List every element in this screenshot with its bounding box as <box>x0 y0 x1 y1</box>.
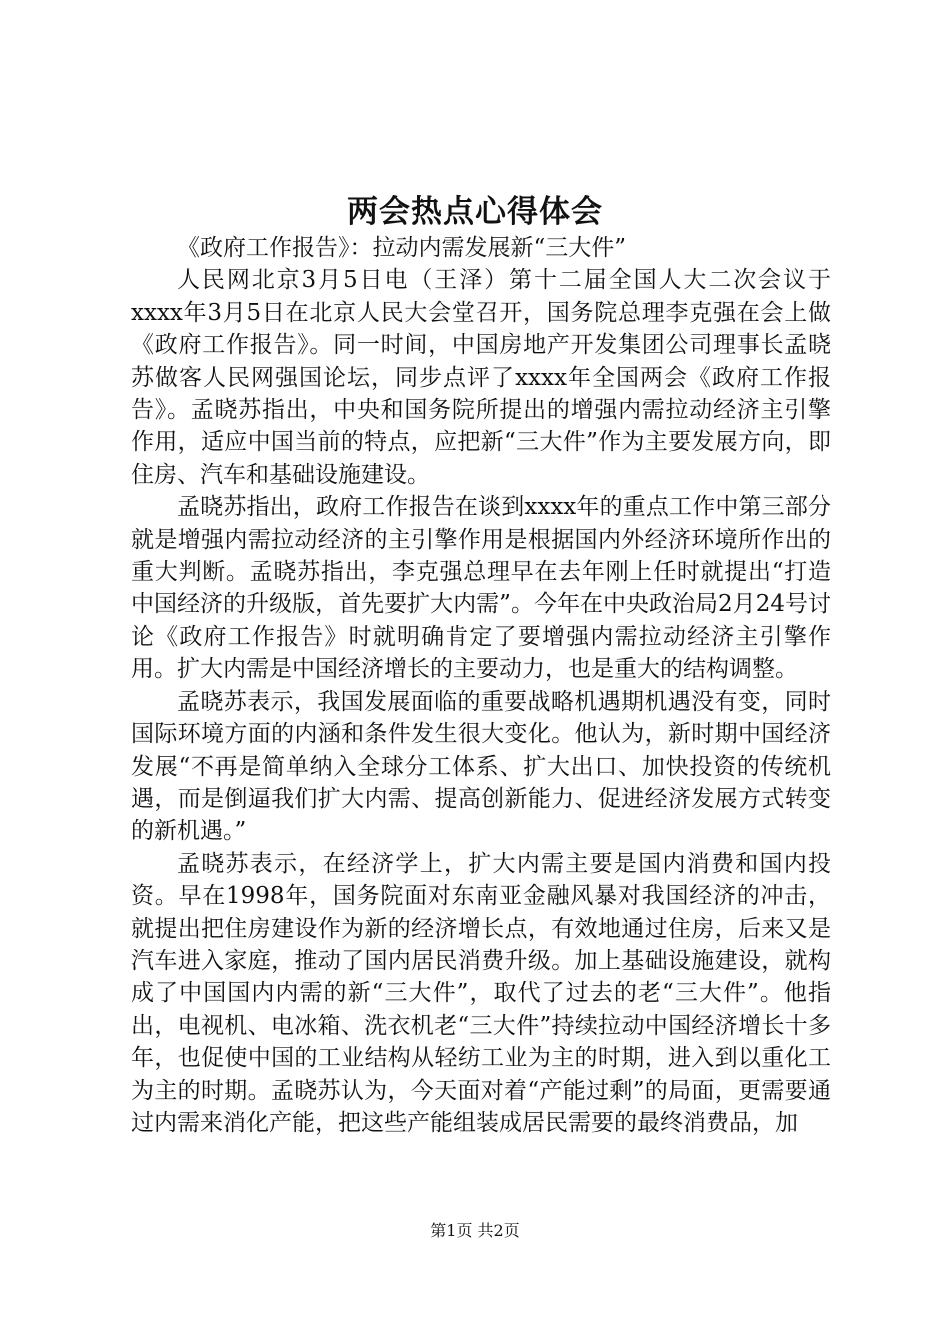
page-number-footer: 第1页 共2页 <box>430 1221 520 1240</box>
body-paragraph: 人民网北京3月5日电（王泽）第十二届全国人大二次会议于xxxx年3月5日在北京人民大会堂召开，国务院总理李克强在会上做《政府工作报告》。同一时间，中国房地产开发集团公司理事长孟晓苏做客人民网强国论坛，同步点评了xxxx年全国两会《政府工作报告》。孟晓苏指出，中央和国务院所提出的增强内需拉动经济主引擎作用，适应中国当前的特点，应把新“三大件”作为主要发展方向，即住房、汽车和基础设施建设。 <box>131 267 831 488</box>
body-paragraph: 孟晓苏表示，在经济学上，扩大内需主要是国内消费和国内投资。早在1998年，国务院面对东南亚金融风暴对我国经济的冲击，就提出把住房建设作为新的经济增长点，有效地通过住房，后来又是汽车进入家庭，推动了国内居民消费升级。加上基础设施建设，就构成了中国国内内需的新“三大件”，取代了过去的老“三大件”。他指出，电视机、电冰箱、洗衣机老“三大件”持续拉动中国经济增长十多年，也促使中国的工业结构从轻纺工业为主的时期，进入到以重化工为主的时期。孟晓苏认为，今天面对着“产能过剩”的局面，更需要通过内需来消化产能，把这些产能组装成居民需要的最终消费品，加 <box>131 850 831 1136</box>
subtitle-paragraph: 《政府工作报告》：拉动内需发展新“三大件” <box>177 235 627 261</box>
document-title: 两会热点心得体会 <box>347 194 603 230</box>
document-body <box>131 232 831 1139</box>
body-paragraph: 孟晓苏表示，我国发展面临的重要战略机遇期机遇没有变，同时国际环境方面的内涵和条件发生很大变化。他认为，新时期中国经济发展“不再是简单纳入全球分工体系、扩大出口、加快投资的传统机遇，而是倒逼我们扩大内需、提高创新能力、促进经济发展方式转变的新机遇。” <box>131 688 831 845</box>
body-paragraph: 孟晓苏指出，政府工作报告在谈到xxxx年的重点工作中第三部分就是增强内需拉动经济的主引擎作用是根据国内外经济环境所作出的重大判断。孟晓苏指出，李克强总理早在去年刚上任时就提出“打造中国经济的升级版，首先要扩大内需”。今年在中央政治局2月24号讨论《政府工作报告》时就明确肯定了要增强内需拉动经济主引擎作用。扩大内需是中国经济增长的主要动力，也是重大的结构调整。 <box>131 494 831 683</box>
